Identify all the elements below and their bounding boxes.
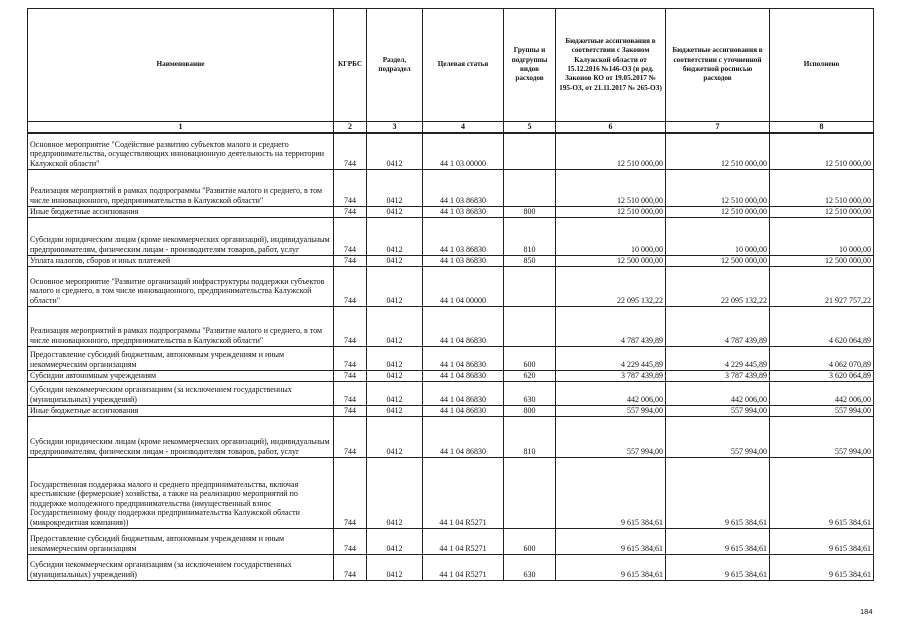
row-budget-law-cell: 3 787 439,89: [556, 370, 666, 381]
row-name-cell: Субсидии некоммерческим организациям (за исключением государственных (муниципальных) учреждений): [28, 554, 334, 580]
row-kgrbs-cell: 744: [334, 133, 367, 169]
row-budget-law-cell: 12 510 000,00: [556, 133, 666, 169]
row-name-cell: Основное мероприятие "Развитие организаций инфраструктуры поддержки субъектов малого и среднего, в том числе инновационного, предпринимательства Калужской области": [28, 266, 334, 306]
row-kgrbs-cell: 744: [334, 169, 367, 206]
row-name-cell: Реализация мероприятий в рамках подпрограммы "Развитие малого и среднего, в том числе инновационного, предпринимательства в Калужской области": [28, 306, 334, 346]
row-section-cell: 0412: [367, 255, 423, 266]
row-kgrbs-cell: 744: [334, 370, 367, 381]
row-budget-schedule-cell: 9 615 384,61: [666, 554, 770, 580]
row-section-cell: 0412: [367, 346, 423, 370]
row-budget-schedule-cell: 4 229 445,89: [666, 346, 770, 370]
row-kgrbs-cell: 744: [334, 217, 367, 255]
header-budget-law: Бюджетные ассигнования в соответствии с Законом Калужской области от 15.12.2016 №146-ОЗ (в ред. Законов КО от 19.05.2017 № 195-ОЗ, от 21.11.2017 № 265-ОЗ): [556, 9, 666, 122]
row-budget-schedule-cell: 10 000,00: [666, 217, 770, 255]
row-group-cell: 810: [504, 416, 556, 457]
row-budget-schedule-cell: 22 095 132,22: [666, 266, 770, 306]
row-name-cell: Субсидии юридическим лицам (кроме некоммерческих организаций), индивидуальным предпринимателям, физическим лицам - производителям товаров, работ, услуг: [28, 416, 334, 457]
row-budget-law-cell: 4 229 445,89: [556, 346, 666, 370]
header-budget-schedule: Бюджетные ассигнования в соответствии с уточненной бюджетной росписью расходов: [666, 9, 770, 122]
column-number: 3: [367, 122, 423, 134]
row-target-cell: 44 1 04 86830: [423, 306, 504, 346]
row-kgrbs-cell: 744: [334, 306, 367, 346]
row-target-cell: 44 1 04 86830: [423, 416, 504, 457]
row-kgrbs-cell: 744: [334, 206, 367, 217]
row-name-cell: Реализация мероприятий в рамках подпрограммы "Развитие малого и среднего, в том числе инновационного, предпринимательства в Калужской области": [28, 169, 334, 206]
table-row: [28, 528, 874, 554]
row-target-cell: 44 1 04 00000: [423, 266, 504, 306]
row-target-cell: 44 1 04 R5271: [423, 554, 504, 580]
column-number: 2: [334, 122, 367, 134]
row-kgrbs-cell: 744: [334, 457, 367, 528]
row-group-cell: [504, 169, 556, 206]
row-section-cell: 0412: [367, 370, 423, 381]
row-budget-law-cell: 12 500 000,00: [556, 255, 666, 266]
row-kgrbs-cell: 744: [334, 528, 367, 554]
row-name-cell: Основное мероприятие "Содействие развитию субъектов малого и среднего предпринимательства, осуществляющих инновационную деятельность на территории Калужской области": [28, 133, 334, 169]
row-kgrbs-cell: 744: [334, 554, 367, 580]
row-target-cell: 44 1 04 R5271: [423, 528, 504, 554]
row-target-cell: 44 1 03 86830: [423, 217, 504, 255]
table-row: [28, 266, 874, 306]
table-row: [28, 306, 874, 346]
row-section-cell: 0412: [367, 217, 423, 255]
row-executed-cell: 3 620 064,89: [770, 370, 874, 381]
row-group-cell: [504, 306, 556, 346]
row-kgrbs-cell: 744: [334, 381, 367, 405]
row-executed-cell: 12 510 000,00: [770, 206, 874, 217]
row-section-cell: 0412: [367, 169, 423, 206]
row-name-cell: Предоставление субсидий бюджетным, автономным учреждениям и иным некоммерческим организациям: [28, 528, 334, 554]
row-budget-law-cell: 9 615 384,61: [556, 528, 666, 554]
row-kgrbs-cell: 744: [334, 416, 367, 457]
row-executed-cell: 9 615 384,61: [770, 554, 874, 580]
row-budget-schedule-cell: 557 994,00: [666, 416, 770, 457]
row-budget-law-cell: 4 787 439,89: [556, 306, 666, 346]
row-group-cell: 810: [504, 217, 556, 255]
row-name-cell: Субсидии юридическим лицам (кроме некоммерческих организаций), индивидуальным предпринимателям, физическим лицам - производителям товаров, работ, услуг: [28, 217, 334, 255]
row-executed-cell: 12 510 000,00: [770, 169, 874, 206]
table-row: [28, 370, 874, 381]
row-target-cell: 44 1 04 86830: [423, 370, 504, 381]
column-number: 6: [556, 122, 666, 134]
row-target-cell: 44 1 04 R5271: [423, 457, 504, 528]
row-target-cell: 44 1 03 00000: [423, 133, 504, 169]
table-body: [28, 133, 874, 580]
table-row: [28, 405, 874, 416]
table-row: [28, 255, 874, 266]
row-name-cell: Уплата налогов, сборов и иных платежей: [28, 255, 334, 266]
table-row: [28, 206, 874, 217]
row-executed-cell: 442 006,00: [770, 381, 874, 405]
row-budget-schedule-cell: 12 510 000,00: [666, 133, 770, 169]
row-name-cell: Субсидии автономным учреждениям: [28, 370, 334, 381]
row-name-cell: Иные бюджетные ассигнования: [28, 405, 334, 416]
row-kgrbs-cell: 744: [334, 405, 367, 416]
header-section: Раздел, подраздел: [367, 9, 423, 122]
row-budget-law-cell: 9 615 384,61: [556, 554, 666, 580]
row-section-cell: 0412: [367, 528, 423, 554]
row-executed-cell: 9 615 384,61: [770, 457, 874, 528]
row-kgrbs-cell: 744: [334, 255, 367, 266]
header-groups: Группы и подгруппы видов расходов: [504, 9, 556, 122]
budget-report-sheet: [27, 8, 873, 581]
row-name-cell: Иные бюджетные ассигнования: [28, 206, 334, 217]
row-kgrbs-cell: 744: [334, 346, 367, 370]
row-section-cell: 0412: [367, 457, 423, 528]
row-name-cell: Государственная поддержка малого и среднего предпринимательства, включая крестьянские (фермерские) хозяйства, а также на реализацию мероприятий по поддержке молодежного предпринимательства (имущественный взнос Государственному фонду поддержки предпринимательства Калужской области (микрокредитная компания)): [28, 457, 334, 528]
row-group-cell: 630: [504, 381, 556, 405]
table-row: [28, 416, 874, 457]
row-budget-law-cell: 12 510 000,00: [556, 169, 666, 206]
header-kgrbs: КГРБС: [334, 9, 367, 122]
row-budget-schedule-cell: 442 006,00: [666, 381, 770, 405]
row-executed-cell: 12 500 000,00: [770, 255, 874, 266]
row-target-cell: 44 1 03 86830: [423, 206, 504, 217]
row-budget-law-cell: 9 615 384,61: [556, 457, 666, 528]
row-group-cell: 600: [504, 346, 556, 370]
row-executed-cell: 4 620 064,89: [770, 306, 874, 346]
row-budget-schedule-cell: 9 615 384,61: [666, 528, 770, 554]
row-group-cell: 600: [504, 528, 556, 554]
row-budget-law-cell: 12 510 000,00: [556, 206, 666, 217]
row-section-cell: 0412: [367, 266, 423, 306]
row-executed-cell: 10 000,00: [770, 217, 874, 255]
column-number: 5: [504, 122, 556, 134]
row-budget-law-cell: 10 000,00: [556, 217, 666, 255]
row-group-cell: [504, 457, 556, 528]
row-target-cell: 44 1 04 86830: [423, 405, 504, 416]
row-target-cell: 44 1 03 86830: [423, 255, 504, 266]
row-section-cell: 0412: [367, 133, 423, 169]
row-executed-cell: 557 994,00: [770, 416, 874, 457]
budget-table: [27, 8, 874, 581]
row-kgrbs-cell: 744: [334, 266, 367, 306]
row-section-cell: 0412: [367, 554, 423, 580]
column-number: 4: [423, 122, 504, 134]
column-number-row: [28, 122, 874, 134]
row-section-cell: 0412: [367, 306, 423, 346]
header-name: Наименование: [28, 9, 334, 122]
row-group-cell: [504, 133, 556, 169]
row-target-cell: 44 1 04 86830: [423, 381, 504, 405]
header-target: Целевая статья: [423, 9, 504, 122]
row-group-cell: 800: [504, 405, 556, 416]
row-budget-schedule-cell: 9 615 384,61: [666, 457, 770, 528]
row-executed-cell: 4 062 070,89: [770, 346, 874, 370]
row-section-cell: 0412: [367, 405, 423, 416]
table-row: [28, 457, 874, 528]
table-row: [28, 217, 874, 255]
row-executed-cell: 9 615 384,61: [770, 528, 874, 554]
column-number: 7: [666, 122, 770, 134]
row-group-cell: 850: [504, 255, 556, 266]
row-group-cell: 800: [504, 206, 556, 217]
column-number: 8: [770, 122, 874, 134]
table-row: [28, 133, 874, 169]
row-budget-schedule-cell: 3 787 439,89: [666, 370, 770, 381]
row-executed-cell: 21 927 757,22: [770, 266, 874, 306]
row-executed-cell: 12 510 000,00: [770, 133, 874, 169]
row-target-cell: 44 1 03 86830: [423, 169, 504, 206]
page-number: 184: [860, 607, 873, 616]
row-budget-schedule-cell: 12 500 000,00: [666, 255, 770, 266]
row-name-cell: Предоставление субсидий бюджетным, автономным учреждениям и иным некоммерческим организациям: [28, 346, 334, 370]
row-target-cell: 44 1 04 86830: [423, 346, 504, 370]
row-executed-cell: 557 994,00: [770, 405, 874, 416]
row-name-cell: Субсидии некоммерческим организациям (за исключением государственных (муниципальных) учреждений): [28, 381, 334, 405]
row-budget-schedule-cell: 12 510 000,00: [666, 169, 770, 206]
row-budget-schedule-cell: 12 510 000,00: [666, 206, 770, 217]
row-group-cell: 620: [504, 370, 556, 381]
row-section-cell: 0412: [367, 416, 423, 457]
table-row: [28, 381, 874, 405]
row-section-cell: 0412: [367, 206, 423, 217]
row-group-cell: [504, 266, 556, 306]
column-number: 1: [28, 122, 334, 134]
row-budget-law-cell: 557 994,00: [556, 416, 666, 457]
table-row: [28, 346, 874, 370]
row-budget-law-cell: 442 006,00: [556, 381, 666, 405]
table-row: [28, 169, 874, 206]
header-executed: Исполнено: [770, 9, 874, 122]
row-budget-schedule-cell: 4 787 439,89: [666, 306, 770, 346]
row-group-cell: 630: [504, 554, 556, 580]
row-budget-law-cell: 22 095 132,22: [556, 266, 666, 306]
header-row: [28, 9, 874, 122]
table-row: [28, 554, 874, 580]
row-section-cell: 0412: [367, 381, 423, 405]
row-budget-law-cell: 557 994,00: [556, 405, 666, 416]
row-budget-schedule-cell: 557 994,00: [666, 405, 770, 416]
